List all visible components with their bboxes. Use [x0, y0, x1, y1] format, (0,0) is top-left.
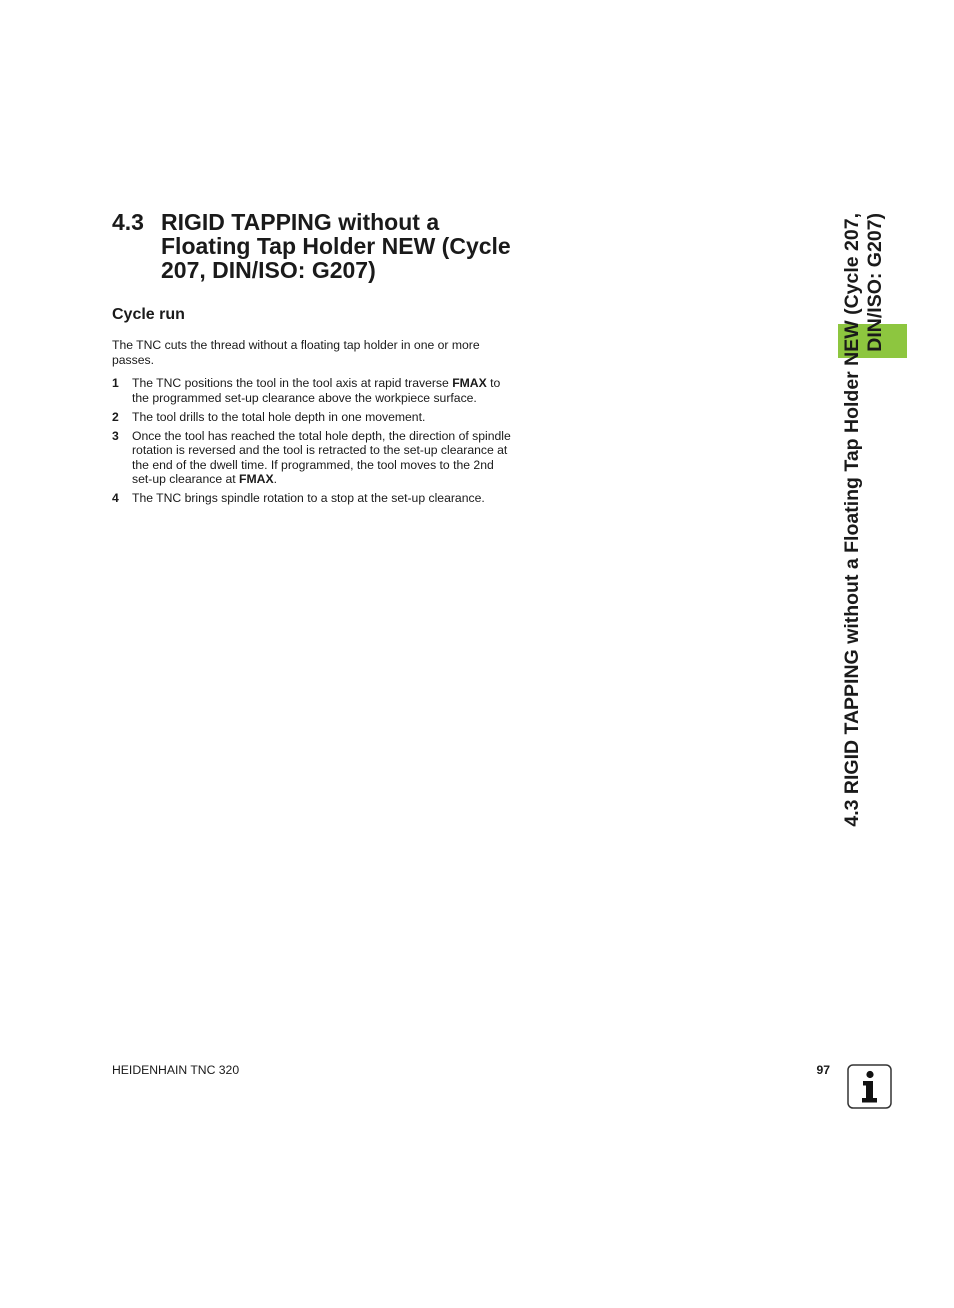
step-item — [112, 491, 512, 506]
side-title-line-1: 4.3 RIGID TAPPING without a Floating Tap Holder NEW (Cycle 207, — [841, 213, 863, 827]
intro-paragraph: The TNC cuts the thread without a floating tap holder in one or more passes. — [112, 338, 480, 367]
step-keyword: FMAX — [239, 472, 274, 486]
section-heading — [112, 210, 532, 282]
footer-product-name: HEIDENHAIN TNC 320 — [112, 1063, 240, 1077]
step-number: 4 — [112, 491, 119, 505]
section-title: RIGID TAPPING without a Floating Tap Holder NEW (Cycle 207, DIN/ISO: G207) — [161, 209, 511, 283]
step-text-continued: . — [273, 472, 277, 486]
section-number: 4.3 — [112, 209, 144, 235]
step-text: Once the tool has reached the total hole depth, the direction of spindle rotation is reversed and the tool is retracted to the set-up clearance at the end of the dwell time. If programmed, the tool moves to the 2nd set-up clearance at — [132, 428, 511, 486]
subsection-title: Cycle run — [112, 306, 185, 323]
side-title-line-2: DIN/ISO: G207) — [864, 213, 886, 352]
step-keyword: FMAX — [452, 376, 487, 390]
step-item — [112, 410, 512, 425]
step-text: The TNC brings spindle rotation to a stop at the set-up clearance. — [132, 491, 485, 505]
step-text-continued: to the programmed set-up clearance above the workpiece surface. — [132, 376, 501, 405]
step-number: 3 — [112, 428, 119, 443]
info-icon — [847, 1064, 892, 1109]
step-text: The TNC positions the tool in the tool axis at rapid traverse — [132, 376, 453, 390]
step-number: 2 — [112, 409, 119, 424]
page-number: 97 — [816, 1063, 830, 1077]
step-number: 1 — [112, 376, 119, 390]
step-item — [112, 429, 512, 487]
side-running-title — [841, 213, 889, 929]
side-running-title-text — [841, 213, 889, 929]
step-text: The tool drills to the total hole depth in one movement. — [132, 409, 426, 424]
cycle-steps-list — [112, 376, 512, 510]
step-item — [112, 376, 512, 405]
